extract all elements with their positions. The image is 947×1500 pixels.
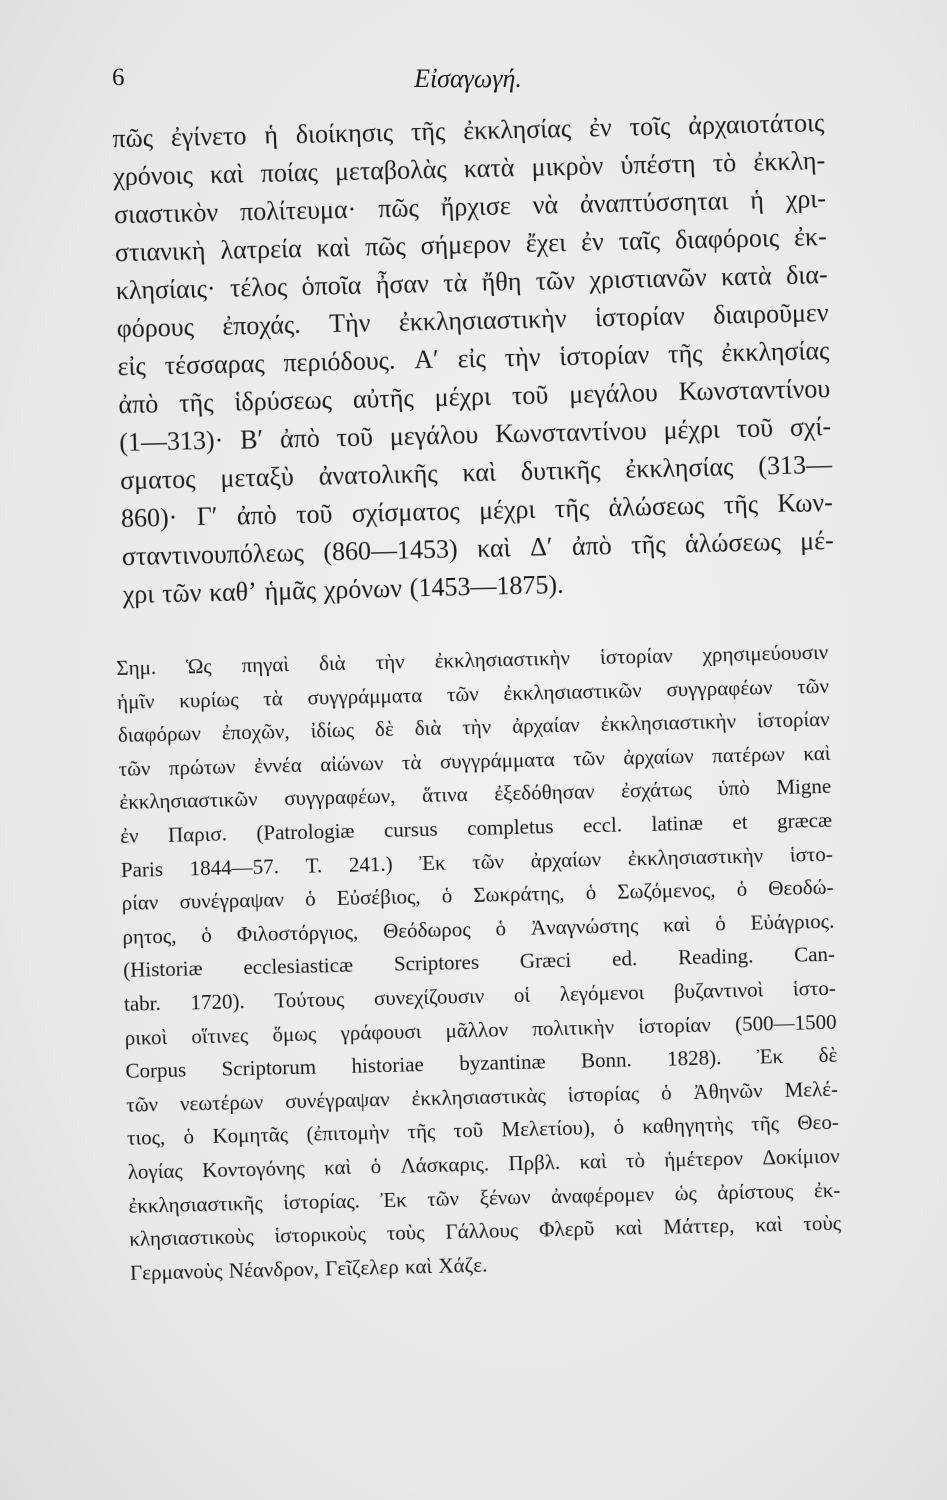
- note-line: Corpus Scriptorum historiae byzantinæ Bonn. 1828). Ἐκ δὲ: [125, 1042, 838, 1084]
- note-line: ἐκκλησιαστικῶν συγγραφέων, ἅτινα ἐξεδόθησαν ἐσχάτως ὑπὸ Migne: [119, 774, 832, 815]
- note-line: (Historiæ ecclesiasticæ Scriptores Græci ed. Reading. Can-: [122, 942, 836, 983]
- main-text-line: κλησίαις· τέλος ὁποῖα ἦσαν τὰ ἤθη τῶν χριστιανῶν κατὰ δια-: [115, 259, 828, 305]
- main-text-line: χρι τῶν καθ’ ἡμᾶς χρόνων (1453—1875).: [122, 569, 564, 609]
- page-number: 6: [112, 64, 125, 91]
- note-line: ρητος, ὁ Φιλοστόργιος, Θεόδωρος ὁ Ἀναγνώστης καὶ ὁ Εὐάγριος.: [122, 908, 835, 949]
- main-text-line: σταντινουπόλεως (860—1453) καὶ Δ′ ἀπὸ τῆς ἁλώσεως μέ-: [121, 525, 834, 571]
- note-line: ρίαν συνέγραψαν ὁ Εὐσέβιος, ὁ Σωκράτης, ὁ Σωζόμενος, ὁ Θεοδώ-: [121, 874, 834, 916]
- note-line: Σημ. Ὡς πηγαὶ διὰ τὴν ἐκκλησιαστικὴν ἱστορίαν χρησιμεύουσιν: [116, 639, 829, 680]
- main-text-line: σματος μεταξὺ ἀνατολικῆς καὶ δυτικῆς ἐκκλησίας (313—: [119, 449, 833, 495]
- page-header: [112, 64, 824, 104]
- note-line: ἐν Παρισ. (Patrologiæ cursus completus eccl. latinæ et græcæ: [119, 807, 833, 848]
- main-text-line: σιαστικὸν πολίτευμα· πῶς ἤρχισε νὰ ἀναπτύσσηται ἡ χρι-: [113, 183, 827, 229]
- running-head: Εἰσαγωγή.: [414, 64, 522, 93]
- note-line: ἐκκλησιαστικῆς ἱστορίας. Ἐκ τῶν ξένων ἀναφέρομεν ὡς ἀρίστους ἐκ-: [128, 1177, 841, 1218]
- note-line: ρικοὶ οἵτινες ὅμως γράφουσι μᾶλλον πολιτικὴν ἱστορίαν (500—1500: [124, 1009, 837, 1050]
- note-line: Γερμανοὺς Νέανδρον, Γεῖζελερ καὶ Χάζε.: [129, 1252, 488, 1285]
- notes-block: [116, 636, 842, 1290]
- main-text-line: 860)· Γ′ ἀπὸ τοῦ σχίσματος μέχρι τῆς ἁλώσεως τῆς Κων-: [120, 487, 834, 533]
- main-text-line: στιανικὴ λατρεία καὶ πῶς σήμερον ἔχει ἐν ταῖς διαφόροις ἐκ-: [114, 221, 828, 267]
- note-line: διαφόρων ἐποχῶν, ἰδίως δὲ διὰ τὴν ἀρχαίαν ἐκκλησιαστικὴν ἱστορίαν: [117, 707, 830, 748]
- main-text-block: [112, 104, 835, 614]
- main-text-line: χρόνοις καὶ ποίας μεταβολὰς κατὰ μικρὸν ὑπέστη τὸ ἐκκλη-: [112, 145, 826, 191]
- main-text-line: πῶς ἐγίνετο ἡ διοίκησις τῆς ἐκκλησίας ἐν τοῖς ἀρχαιοτάτοις: [112, 107, 825, 153]
- note-line: τῶν πρώτων ἐννέα αἰώνων τὰ συγγράμματα τῶν ἀρχαίων πατέρων καὶ: [118, 740, 831, 781]
- note-line: κλησιαστικοὺς ἱστορικοὺς τοὺς Γάλλους Φλερῦ καὶ Μάττερ, καὶ τοὺς: [129, 1210, 842, 1251]
- note-line: tabr. 1720). Τούτους συνεχίζουσιν οἱ λεγόμενοι βυζαντινοὶ ἱστο-: [123, 975, 837, 1016]
- main-text-line: εἰς τέσσαρας περιόδους. Α′ εἰς τὴν ἱστορίαν τῆς ἐκκλησίας: [117, 335, 830, 381]
- main-text-line: ἀπὸ τῆς ἱδρύσεως αὐτῆς μέχρι τοῦ μεγάλου Κωνσταντίνου: [118, 373, 831, 419]
- note-line: Paris 1844—57. T. 241.) Ἐκ τῶν ἀρχαίων ἐκκλησιαστικὴν ἱστο-: [120, 841, 833, 882]
- note-line: ἡμῖν κυρίως τὰ συγγράμματα τῶν ἐκκλησιαστικῶν συγγραφέων τῶν: [116, 673, 830, 714]
- note-line: τῶν νεωτέρων συνέγραψαν ἐκκλησιαστικὰς ἱστορίας ὁ Ἀθηνῶν Μελέ-: [125, 1076, 839, 1117]
- main-text-line: (1—313)· Β′ ἀπὸ τοῦ μεγάλου Κωνσταντίνου μέχρι τοῦ σχί-: [118, 411, 832, 457]
- main-text-line: φόρους ἐποχάς. Τὴν ἐκκλησιαστικὴν ἱστορίαν διαιροῦμεν: [116, 297, 829, 343]
- note-line: λογίας Κοντογόνης καὶ ὁ Λάσκαρις. Πρβλ. καὶ τὸ ἡμέτερον Δοκίμιον: [127, 1143, 840, 1184]
- note-line: τιος, ὁ Κομητᾶς (ἐπιτομὴν τῆς τοῦ Μελετίου), ὁ καθηγητὴς τῆς Θεο-: [126, 1110, 840, 1151]
